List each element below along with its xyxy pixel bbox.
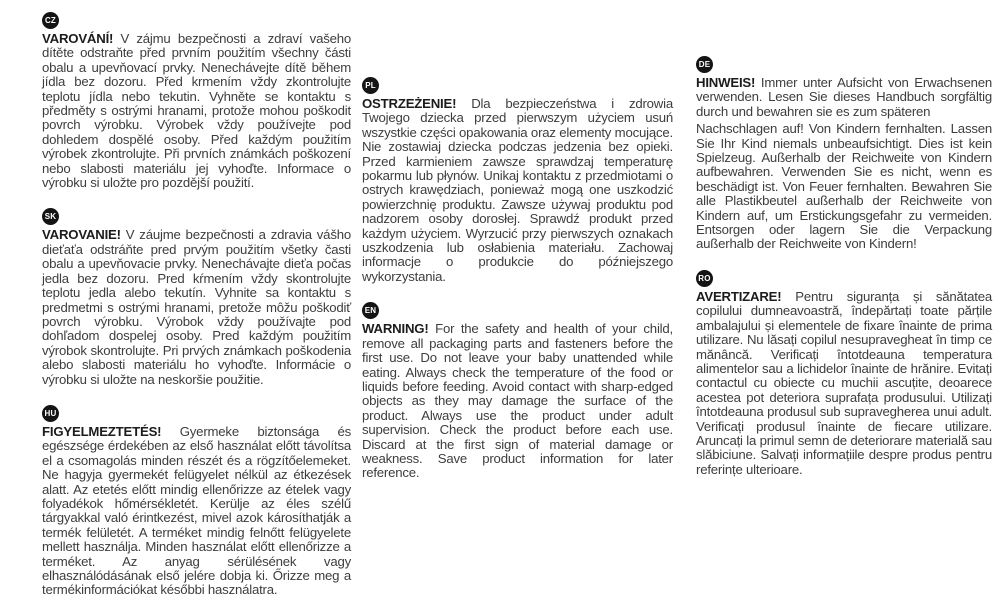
column-left	[42, 0, 351, 598]
language-badge-ro: RO	[696, 270, 713, 287]
language-badge-en: EN	[362, 302, 379, 319]
warning-text-cz	[42, 32, 351, 190]
warning-body-de-continued: Nachschlagen auf! Von Kindern fernhalten. Lassen Sie Ihr Kind niemals unbeaufsichtigt. Dies ist kein Spielzeug. Außerhalb der Reichweite von Kindern aufbewahren. Verwenden Sie es nicht, wenn es beschädigt ist. Von Feuer fernhalten. Bewahren Sie alle Plastikbeutel außerhalb der Reichweite von Kindern auf, um Erstickungsgefahr zu vermeiden. Entsorgen oder lagern Sie die Verpackung außerhalb der Reichweite von Kindern!	[696, 121, 992, 252]
warning-title-en: WARNING!	[362, 321, 429, 337]
warning-text-de	[696, 76, 992, 119]
language-badge-sk: SK	[42, 208, 59, 225]
warning-body-cz: V zájmu bezpečnosti a zdraví vašeho dítěte odstraňte před prvním použitím všechny části obalu a upevňovací prvky. Nenechávejte dítě během jídla bez dozoru. Před krmením vždy zkontrolujte teplotu jídla nebo tekutin. Vyhněte se kontaktu s předměty s ostrými hranami, protože mohou poškodit povrch výrobku. Výrobek vždy používejte pod dohledem dospělé osoby. Před každým použitím výrobek zkontrolujte. Při prvních známkách poškození nebo slabosti materiálu jej vyhoďte. Informace o výrobku si uložte pro pozdější použití.	[42, 31, 351, 191]
warning-body-de: Immer unter Aufsicht von Erwachsenen verwenden. Lesen Sie dieses Handbuch sorgfältig durch und bewahren sie es zum späteren	[696, 75, 992, 119]
language-badge-de: DE	[696, 56, 713, 73]
warning-title-de: HINWEIS!	[696, 75, 756, 90]
warning-title-pl: OSTRZEŻENIE!	[362, 96, 457, 111]
warning-block-hu	[42, 405, 351, 598]
warning-title-cz: VAROVÁNÍ!	[42, 31, 114, 46]
column-right	[696, 0, 992, 477]
warning-title-ro: AVERTIZARE!	[696, 288, 782, 304]
warning-title-sk: VAROVANIE!	[42, 227, 121, 243]
warning-text-en	[362, 322, 673, 480]
language-badge-pl: PL	[362, 77, 379, 94]
warning-block-de	[696, 56, 992, 252]
warning-text-pl	[362, 97, 673, 284]
warning-body-ro: Pentru siguranța și sănătatea copilului dumneavoastră, îndepărtați toate părțile ambalajului și elementele de fixare înainte de prima utilizare. Nu lăsați copilul nesupravegheat în timp ce mănâncă. Verificați întotdeauna temperatura alimentelor sau a lichidelor înainte de hrănire. Evitați contactul cu obiecte cu muchii ascuțite, deoarece acestea pot deteriora suprafața produsului. Utilizați întotdeauna produsul sub supravegherea unui adult. Verificați produsul înainte de fiecare utilizare. Aruncați la primul semn de deteriorare materială sau slăbiciune. Salvați informațiile despre produs pentru referințe ulterioare.	[696, 288, 993, 477]
warning-text-sk	[42, 228, 351, 386]
warning-body-en: For the safety and health of your child, remove all packaging parts and fasteners before the first use. Do not leave your baby unattended while eating. Always check the temperature of the food or liquids before feeding. Avoid contact with sharp-edged objects as they may damage the surface of the product. Always use the product under adult supervision. Check the product before each use. Discard at the first sign of material damage or weakness. Save product information for later reference.	[362, 321, 673, 481]
warning-body-hu: Gyermeke biztonsága és egészsége érdekében az első használat előtt távolítsa el a csomagolás minden részét és a rögzítőelemeket. Ne hagyja gyermekét felügyelet nélkül az étkezések alatt. Az etetés előtt mindig ellenőrizze az ételek vagy folyadékok hőmérsékletét. Kerülje az éles szélű tárgyakkal való érintkezést, mivel azok károsíthatják a termék felületét. A terméket mindig felnőtt felügyelete mellett használja. Minden használat előtt ellenőrizze a terméket. Az anyag sérülésének vagy elhasználódásának első jelére dobja ki. Őrizze meg a termékinformációkat későbbi használatra.	[42, 423, 352, 598]
warning-body-sk: V záujme bezpečnosti a zdravia vášho dieťaťa odstráňte pred prvým použitím všetky časti obalu a upevňovacie prvky. Nenechávajte dieťa počas jedla bez dozoru. Pred kŕmením vždy skontrolujte teplotu jedla alebo tekutín. Vyhnite sa kontaktu s predmetmi s ostrými hranami, pretože môžu poškodiť povrch výrobku. Výrobok vždy používajte pod dohľadom dospelej osoby. Pred každým použitím výrobok skontrolujte. Pri prvých známkach poškodenia alebo slabosti materiálu ho vyhoďte. Informácie o výrobku si uložte na neskoršie použitie.	[42, 227, 351, 387]
warning-block-ro	[696, 270, 992, 477]
warning-title-hu: FIGYELMEZTETÉS!	[42, 423, 162, 439]
language-badge-hu: HU	[42, 405, 59, 422]
warning-block-cz	[42, 12, 351, 190]
warning-block-en	[362, 302, 673, 480]
language-badge-cz: CZ	[42, 12, 59, 29]
column-middle	[362, 0, 673, 481]
warning-block-sk	[42, 208, 351, 386]
warning-block-pl	[362, 77, 673, 284]
warning-text-ro	[696, 290, 992, 477]
warning-text-hu	[42, 425, 351, 598]
warning-body-pl: Dla bezpieczeństwa i zdrowia Twojego dziecka przed pierwszym użyciem usuń wszystkie części opakowania oraz elementy mocujące. Nie zostawiaj dziecka podczas jedzenia bez opieki. Przed karmieniem zawsze sprawdzaj temperaturę pokarmu lub płynów. Unikaj kontaktu z przedmiotami o ostrych krawędziach, ponieważ mogą one uszkodzić powierzchnię produktu. Zawsze używaj produktu pod nadzorem osoby dorosłej. Sprawdź produkt przed każdym użyciem. Wyrzucić przy pierwszych oznakach uszkodzenia lub osłabienia materiału. Zachowaj informacje o produkcie do późniejszego wykorzystania.	[362, 96, 673, 284]
